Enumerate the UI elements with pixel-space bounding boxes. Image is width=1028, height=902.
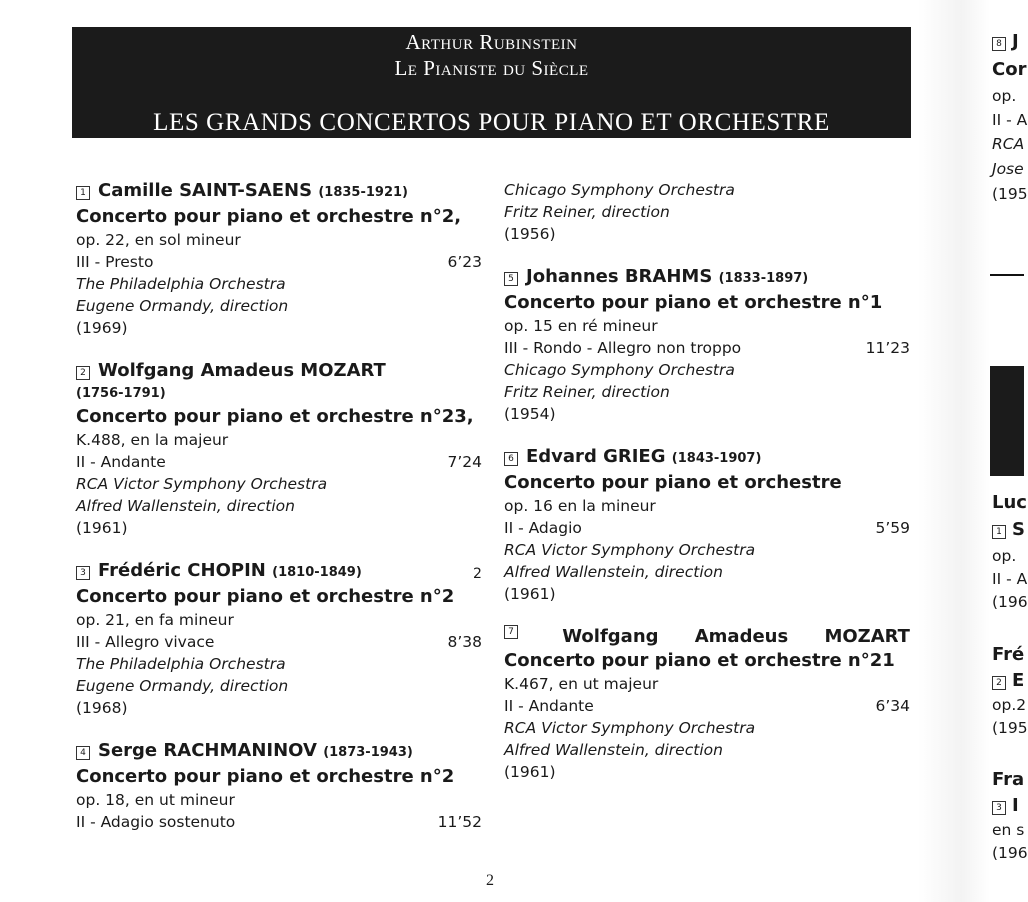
composer-name: Johannes BRAHMS — [526, 266, 713, 287]
text-fragment: Fra — [992, 769, 1025, 790]
movement: II - Andante — [504, 697, 594, 715]
work-title: Concerto pour piano et orchestre n°2 — [76, 586, 455, 607]
opus: op. 21, en fa mineur — [76, 611, 234, 629]
stray-mark: 2 — [473, 566, 482, 582]
track-number-box: 2 — [76, 366, 90, 380]
text-fragment: Jose — [992, 160, 1024, 178]
work-title: Concerto pour piano et orchestre n°1 — [504, 292, 883, 313]
text-fragment: (196 — [992, 593, 1028, 611]
track-number-box: 3 — [992, 801, 1006, 815]
conductor: Alfred Wallenstein, direction — [504, 741, 723, 759]
text-fragment: II - A — [992, 111, 1028, 129]
recording-year: (1954) — [504, 405, 556, 423]
duration: 8’38 — [447, 633, 482, 651]
text-fragment: op. — [992, 87, 1017, 105]
track-number-box: 2 — [992, 676, 1006, 690]
duration: 6’34 — [875, 697, 910, 715]
track-7 — [504, 625, 910, 783]
text-fragment: op. — [992, 547, 1017, 565]
movement: II - Andante — [76, 453, 166, 471]
work-title: Concerto pour piano et orchestre n°21 — [504, 650, 895, 671]
work-title: Concerto pour piano et orchestre n°2, — [76, 206, 462, 227]
orchestra: RCA Victor Symphony Orchestra — [504, 541, 756, 559]
black-banner-fragment — [990, 366, 1024, 476]
text-fragment: Fré — [992, 644, 1025, 665]
track-4-continued — [504, 179, 910, 245]
orchestra: Chicago Symphony Orchestra — [504, 361, 735, 379]
orchestra: The Philadelphia Orchestra — [76, 275, 286, 293]
composer-first-name: Wolfgang — [562, 626, 659, 647]
composer-name: Camille SAINT-SAENS — [98, 180, 313, 201]
track-number-box: 4 — [76, 746, 90, 760]
text-fragment: en s — [992, 821, 1025, 839]
composer-last-name: MOZART — [824, 626, 910, 647]
conductor: Eugene Ormandy, direction — [76, 297, 289, 315]
track-number-box: 3 — [76, 566, 90, 580]
track-number-box: 8 — [992, 37, 1006, 51]
composer-name: Edvard GRIEG — [526, 446, 666, 467]
recording-year: (1961) — [76, 519, 128, 537]
track-1 — [76, 179, 482, 339]
movement: III - Allegro vivace — [76, 633, 215, 651]
artist-name: Arthur Rubinstein — [405, 30, 578, 54]
composer-name: Wolfgang Amadeus MOZART — [98, 360, 386, 381]
divider-rule — [990, 274, 1024, 276]
opus: op. 16 en la mineur — [504, 497, 656, 515]
movement: II - Adagio sostenuto — [76, 813, 236, 831]
middle-column — [504, 179, 910, 803]
opus: K.488, en la majeur — [76, 431, 229, 449]
movement: III - Presto — [76, 253, 154, 271]
track-number-box: 6 — [504, 452, 518, 466]
recording-year: (1961) — [504, 763, 556, 781]
composer-dates: (1835-1921) — [318, 185, 409, 200]
composer-dates: (1810-1849) — [272, 565, 362, 580]
track-4 — [76, 739, 482, 833]
opus: op. 15 en ré mineur — [504, 317, 658, 335]
conductor: Fritz Reiner, direction — [504, 383, 670, 401]
orchestra: Chicago Symphony Orchestra — [504, 181, 735, 199]
recording-year: (1969) — [76, 319, 128, 337]
orchestra: RCA Victor Symphony Orchestra — [76, 475, 328, 493]
movement: II - Adagio — [504, 519, 582, 537]
track-5 — [504, 265, 910, 425]
text-fragment: S — [1012, 519, 1025, 540]
album-subtitle: Le Pianiste du Siècle — [394, 56, 589, 80]
recording-year: (1961) — [504, 585, 556, 603]
movement: III - Rondo - Allegro non troppo — [504, 339, 742, 357]
opus: op. 22, en sol mineur — [76, 231, 241, 249]
track-number-box: 1 — [992, 525, 1006, 539]
text-fragment: E — [1012, 670, 1025, 691]
duration: 11’23 — [865, 339, 910, 357]
text-fragment: Cor — [992, 59, 1027, 80]
text-fragment: RCA — [992, 135, 1025, 153]
composer-dates: (1756-1791) — [76, 386, 166, 401]
text-fragment: I — [1012, 795, 1019, 816]
duration: 7’24 — [447, 453, 482, 471]
text-fragment: Luc — [992, 492, 1027, 513]
orchestra: RCA Victor Symphony Orchestra — [504, 719, 756, 737]
text-fragment: op.2 — [992, 696, 1027, 714]
text-fragment: J — [1012, 31, 1019, 52]
work-title: Concerto pour piano et orchestre n°2 — [76, 766, 455, 787]
page-fold-shadow — [918, 0, 990, 902]
conductor: Alfred Wallenstein, direction — [504, 563, 723, 581]
album-title: LES GRANDS CONCERTOS POUR PIANO ET ORCHESTRE — [153, 109, 830, 136]
orchestra: The Philadelphia Orchestra — [76, 655, 286, 673]
left-column — [76, 179, 482, 853]
duration: 6’23 — [447, 253, 482, 271]
track-number-box: 1 — [76, 186, 90, 200]
text-fragment: (195 — [992, 185, 1028, 203]
work-title: Concerto pour piano et orchestre — [504, 472, 842, 493]
text-fragment: II - A — [992, 570, 1028, 588]
track-3 — [76, 559, 482, 719]
title-banner — [72, 27, 911, 138]
composer-name: Serge RACHMANINOV — [98, 740, 317, 761]
conductor: Eugene Ormandy, direction — [76, 677, 289, 695]
conductor: Alfred Wallenstein, direction — [76, 497, 295, 515]
opus: op. 18, en ut mineur — [76, 791, 235, 809]
duration: 5’59 — [875, 519, 910, 537]
conductor: Fritz Reiner, direction — [504, 203, 670, 221]
track-2 — [76, 359, 482, 539]
track-number-box: 5 — [504, 272, 518, 286]
composer-dates: (1873-1943) — [323, 745, 413, 760]
track-number-box: 7 — [504, 625, 518, 639]
track-6 — [504, 445, 910, 605]
recording-year: (1956) — [504, 225, 556, 243]
composer-name: Frédéric CHOPIN — [98, 560, 266, 581]
recording-year: (1968) — [76, 699, 128, 717]
composer-dates: (1833-1897) — [718, 271, 809, 286]
opus: K.467, en ut majeur — [504, 675, 659, 693]
text-fragment: (196 — [992, 844, 1028, 862]
composer-dates: (1843-1907) — [671, 451, 762, 466]
duration: 11’52 — [437, 813, 482, 831]
adjacent-page-fragment — [990, 0, 1028, 902]
page-number: 2 — [486, 872, 494, 889]
work-title: Concerto pour piano et orchestre n°23, — [76, 406, 474, 427]
text-fragment: (195 — [992, 719, 1028, 737]
composer-middle-name: Amadeus — [694, 626, 789, 647]
